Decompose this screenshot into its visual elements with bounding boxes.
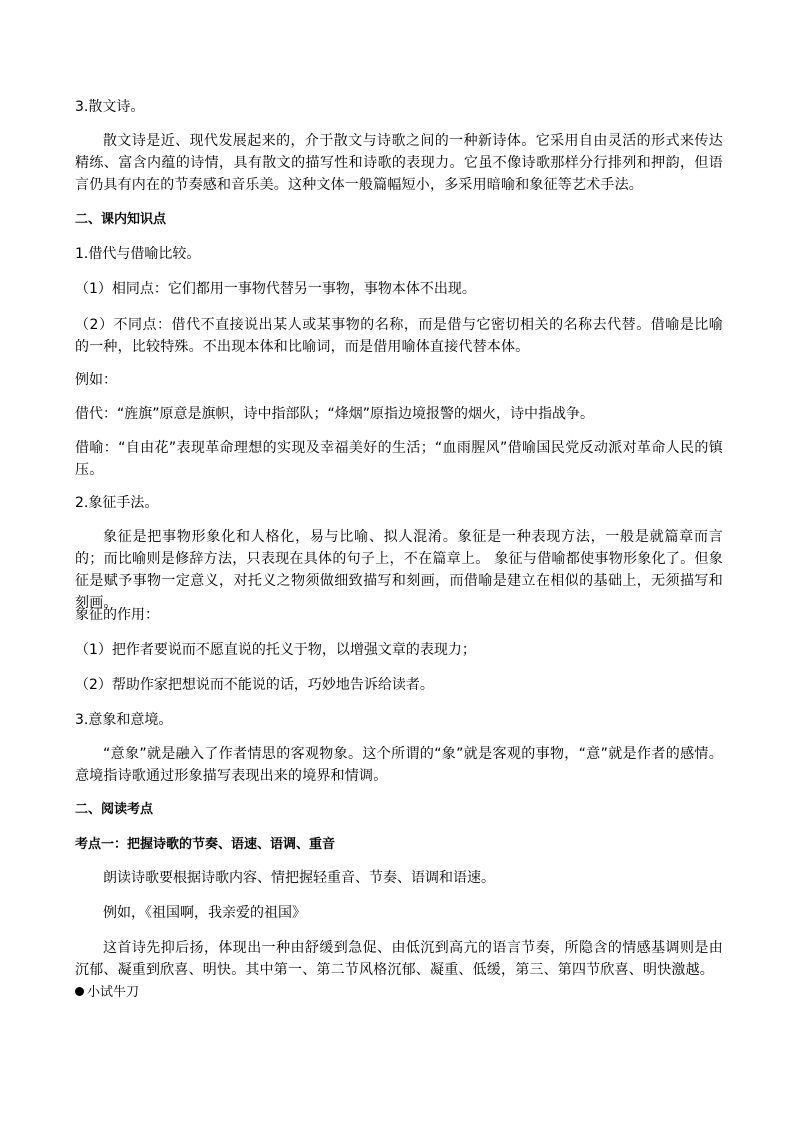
symbolism-paragraph: 象征是把事物形象化和人格化，易与比喻、拟人混淆。象征是一种表现方法，一般是就篇章而言的；而比喻则是修辞方法，只表现在具体的句子上，不在篇章上。 象征与借喻都使事物形象化了。但象征是赋予事物一定意义，对托义之物须做细致描写和刻画，而借喻是建立在相似的基础上，无须描写和刻画。 [75,529,723,611]
reading-example-paragraph: 这首诗先抑后扬，体现出一种由舒缓到急促、由低沉到高亢的语言节奏，所隐含的情感基调则是由沉郁、凝重到欣喜、明快。其中第一、第二节风格沉郁、凝重、低缓，第三、第四节欣喜、明快激越。 [75,940,723,978]
difference-point: （2）不同点：借代不直接说出某人或某事物的名称，而是借与它密切相关的名称去代替。借喻是比喻的一种，比较特殊。不出现本体和比喻词，而是借用喻体直接代替本体。 [75,317,723,355]
section-heading-reading-points: 二、阅读考点 [75,802,154,817]
similarity-point: （1）相同点：它们都用一事物代替另一事物，事物本体不出现。 [75,281,476,297]
item-heading-symbolism: 2.象征手法。 [75,495,159,511]
example-label: 例如： [75,372,117,388]
symbolism-function-2: （2）帮助作家把想说而不能说的话，巧妙地告诉给读者。 [75,677,434,693]
reading-point-1-heading: 考点一：把握诗歌的节奏、语速、语调、重音 [75,837,336,852]
practice-section [75,983,139,1003]
section-heading-class-points: 二、课内知识点 [75,212,167,227]
example-metonymy: 借代：“旌旗”原意是旗帜，诗中指部队；“烽烟”原指边境报警的烟火，诗中指战争。 [75,406,595,422]
imagery-paragraph: “意象”就是融入了作者情思的客观物象。这个所谓的“象”就是客观的事物，“意”就是作者的感情。意境指诗歌通过形象描写表现出来的境界和情调。 [75,746,723,784]
item-heading-metonymy-metaphor: 1.借代与借喻比较。 [75,246,201,262]
example-metaphor: 借喻：“自由花”表现革命理想的实现及幸福美好的生活；“血雨腥风”借喻国民党反动派对革命人民的镇压。 [75,440,723,478]
symbolism-function-label: 象征的作用： [75,607,159,623]
reading-point-1-body: 朗读诗歌要根据诗歌内容、情把握轻重音、节奏、语调和语速。 [103,870,495,886]
section-heading-prose-poetry: 3.散文诗。 [75,99,145,115]
bullet-dot-icon [75,987,84,996]
reading-example-title: 例如，《祖国啊，我亲爱的祖国》 [103,905,306,921]
symbolism-function-1: （1）把作者要说而不愿直说的托义于物，以增强文章的表现力； [75,642,476,658]
practice-label: 小试牛刀 [87,985,140,1000]
item-heading-imagery: 3.意象和意境。 [75,712,173,728]
prose-poetry-paragraph: 散文诗是近、现代发展起来的，介于散文与诗歌之间的一种新诗体。它采用自由灵活的形式来传达精练、富含内蕴的诗情，具有散文的描写性和诗歌的表现力。它虽不像诗歌那样分行排列和押韵，但语言仍具有内在的节奏感和音乐美。这种文体一般篇幅短小，多采用暗喻和象征等艺术手法。 [75,133,723,193]
